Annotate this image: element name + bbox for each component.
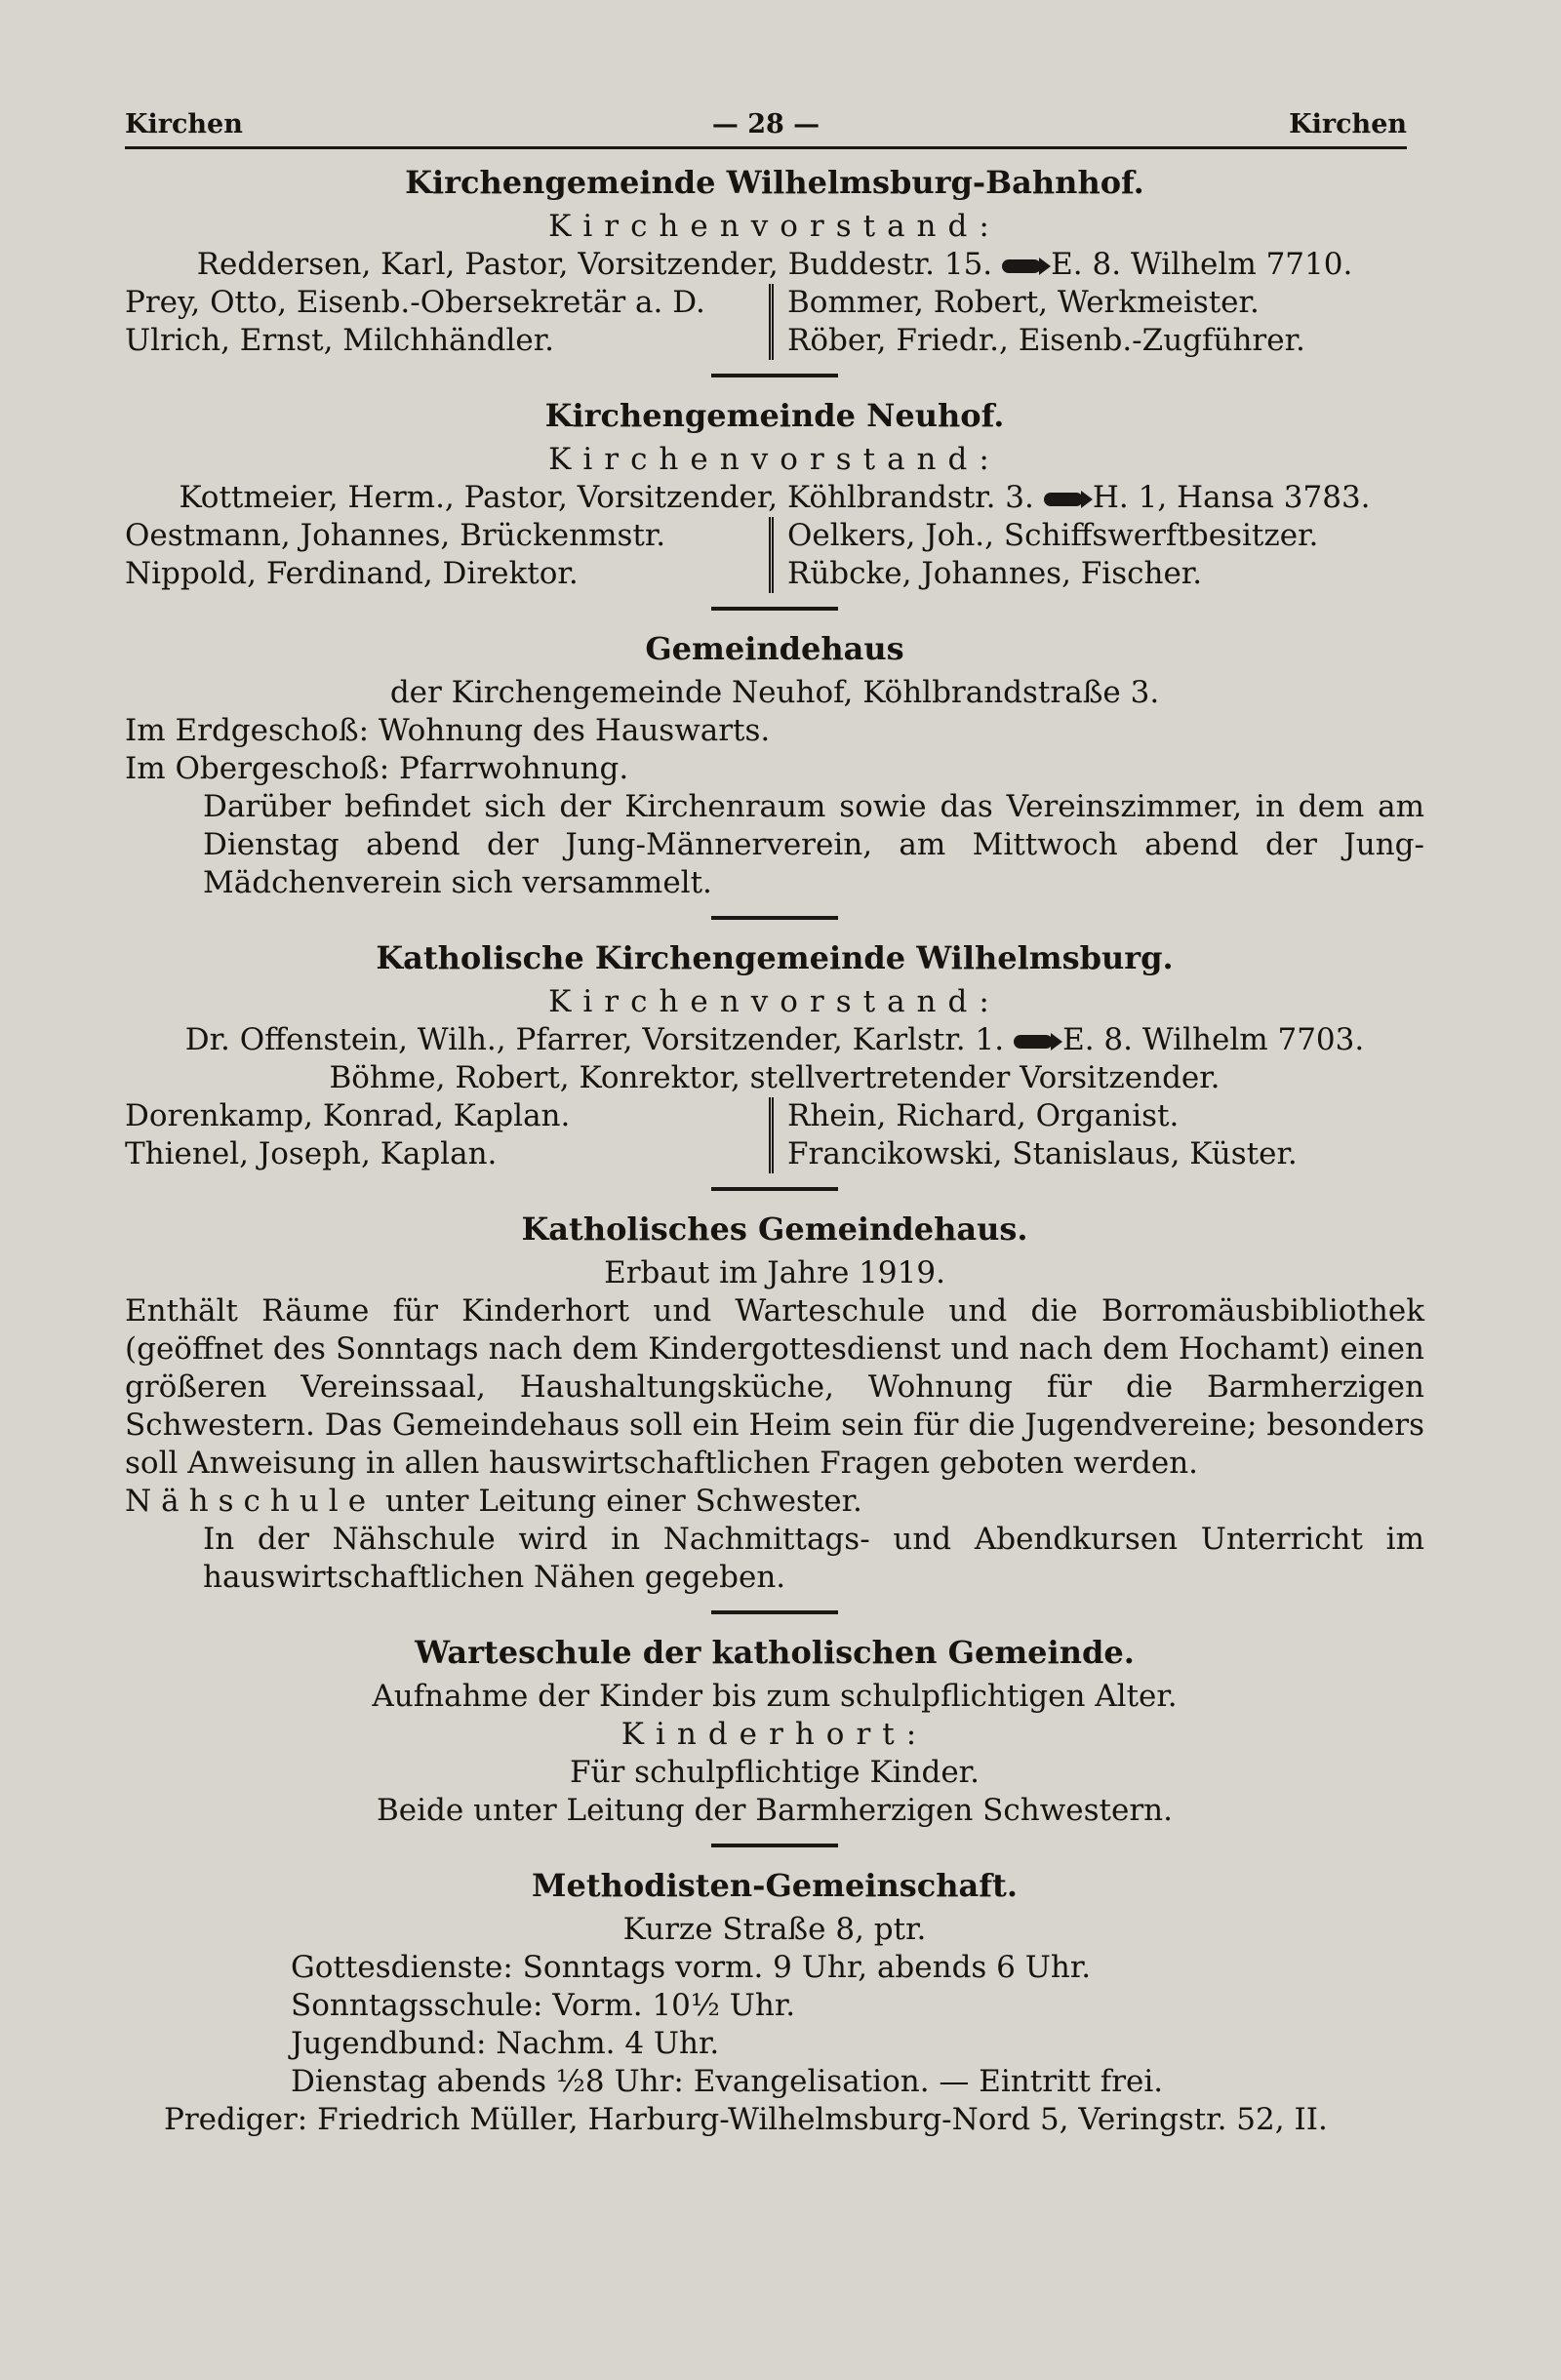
header-left: Kirchen <box>125 109 243 139</box>
telephone-icon <box>1002 259 1041 273</box>
section-title: Kirchengemeinde Neuhof. <box>544 397 1005 434</box>
text-line: Im Obergeschoß: Pfarrwohnung. <box>125 751 629 786</box>
telephone-icon <box>1014 1035 1053 1049</box>
page-content <box>125 156 1424 2139</box>
header-rule <box>125 146 1407 149</box>
lead-line-2: Böhme, Robert, Konrektor, stellvertretender Vorsitzender. <box>329 1060 1221 1095</box>
text-line <box>125 1483 1424 1521</box>
member-columns <box>125 517 1424 593</box>
header-right: Kirchen <box>1289 109 1407 139</box>
text-line: Im Erdgeschoß: Wohnung des Hauswarts. <box>125 713 771 748</box>
lead-line <box>125 1021 1424 1059</box>
member-entry: Prey, Otto, Eisenb.-Obersekretär a. D. <box>125 285 705 320</box>
lead-text: Dr. Offenstein, Wilh., Pfarrer, Vorsitzender, Karlstr. 1. <box>184 1022 1005 1057</box>
section-title: Warteschule der katholischen Gemeinde. <box>415 1634 1135 1671</box>
paragraph: Darüber befindet sich der Kirchenraum sowie das Vereinszimmer, in dem am Dienstag abend der Jung-Männerverein, am Mittwoch abend der Jung-Mädchenverein sich versammelt. <box>203 789 1424 900</box>
member-entry: Dorenkamp, Konrad, Kaplan. <box>125 1098 571 1133</box>
lead-text: Reddersen, Karl, Pastor, Vorsitzender, Buddestr. 15. <box>196 247 993 282</box>
preacher-line: Prediger: Friedrich Müller, Harburg-Wilhelmsburg-Nord 5, Veringstr. 52, II. <box>164 2102 1328 2137</box>
section-divider <box>711 1844 838 1847</box>
text-line: Beide unter Leitung der Barmherzigen Schwestern. <box>377 1793 1173 1828</box>
member-entry: Francikowski, Stanislaus, Küster. <box>787 1136 1298 1171</box>
emphasized-term: Nähschule <box>125 1484 377 1519</box>
right-column <box>769 517 1318 593</box>
section-divider <box>711 916 838 920</box>
paragraph: Enthält Räume für Kinderhort und Warteschule und die Borromäusbibliothek (geöffnet des Sonntags nach dem Kindergottesdienst und nach dem Hochamt) einen größeren Vereinssaal, Haushaltungsküche, Wohnung für die Barmherzigen Schwestern. Das Gemeindehaus soll ein Heim sein für die Jugendvereine; besonders soll Anweisung in allen hauswirtschaftlichen Fragen geboten werden. <box>125 1293 1424 1481</box>
lead-text: Kottmeier, Herm., Pastor, Vorsitzender, Köhlbrandstr. 3. <box>179 480 1034 515</box>
schedule-block <box>125 1949 1424 2101</box>
phone-number: E. 8. Wilhelm 7710. <box>1051 247 1353 282</box>
schedule-line: Sonntagsschule: Vorm. 10½ Uhr. <box>291 1988 796 2023</box>
member-entry: Rübcke, Johannes, Fischer. <box>787 556 1203 591</box>
text-line: Für schulpflichtige Kinder. <box>570 1755 980 1790</box>
section-divider <box>711 1610 838 1614</box>
section-divider <box>711 607 838 611</box>
member-entry: Ulrich, Ernst, Milchhändler. <box>125 323 554 358</box>
member-entry: Oestmann, Johannes, Brückenmstr. <box>125 518 666 553</box>
section-subtitle: Kinderhort: <box>620 1717 929 1752</box>
page-number: — 28 — <box>711 109 821 139</box>
section-subtitle: Kirchenvorstand: <box>548 984 1001 1019</box>
member-entry: Thienel, Joseph, Kaplan. <box>125 1136 498 1171</box>
schedule-line: Jugendbund: Nachm. 4 Uhr. <box>291 2026 720 2061</box>
member-entry: Oelkers, Joh., Schiffswerftbesitzer. <box>787 518 1319 553</box>
section-title: Katholisches Gemeindehaus. <box>521 1210 1028 1248</box>
right-column <box>769 284 1305 360</box>
page-header <box>125 101 1407 144</box>
member-entry: Rhein, Richard, Organist. <box>787 1098 1180 1133</box>
phone-number: H. 1, Hansa 3783. <box>1092 480 1371 515</box>
left-column <box>125 1097 749 1173</box>
left-column <box>125 284 749 360</box>
section-subtitle: Kirchenvorstand: <box>548 209 1001 244</box>
line-rest: unter Leitung einer Schwester. <box>384 1484 862 1519</box>
section-subtitle: Kurze Straße 8, ptr. <box>622 1912 927 1947</box>
section-divider <box>711 1187 838 1191</box>
phone-number: E. 8. Wilhelm 7703. <box>1062 1022 1365 1057</box>
section-subtitle: Erbaut im Jahre 1919. <box>604 1255 945 1290</box>
section-title: Gemeindehaus <box>645 630 904 667</box>
section-title: Katholische Kirchengemeinde Wilhelmsburg. <box>376 939 1174 976</box>
section-subtitle: Kirchenvorstand: <box>548 442 1001 477</box>
member-columns <box>125 1097 1424 1173</box>
lead-line <box>125 246 1424 284</box>
text-line: Aufnahme der Kinder bis zum schulpflichtigen Alter. <box>372 1679 1178 1714</box>
section-title: Methodisten-Gemeinschaft. <box>532 1867 1018 1904</box>
schedule-line: Gottesdienste: Sonntags vorm. 9 Uhr, abends 6 Uhr. <box>291 1950 1092 1985</box>
member-columns <box>125 284 1424 360</box>
section-subtitle: der Kirchengemeinde Neuhof, Köhlbrandstraße 3. <box>389 675 1160 710</box>
member-entry: Bommer, Robert, Werkmeister. <box>787 285 1260 320</box>
schedule-line: Dienstag abends ½8 Uhr: Evangelisation. — Eintritt frei. <box>291 2064 1164 2099</box>
paragraph: In der Nähschule wird in Nachmittags- und Abendkursen Unterricht im hauswirtschaftlichen Nähen gegeben. <box>203 1522 1424 1595</box>
section-title: Kirchengemeinde Wilhelmsburg-Bahnhof. <box>405 164 1144 201</box>
telephone-icon <box>1044 493 1083 506</box>
member-entry: Röber, Friedr., Eisenb.-Zugführer. <box>787 323 1305 358</box>
lead-line <box>125 479 1424 517</box>
left-column <box>125 517 749 593</box>
right-column <box>769 1097 1298 1173</box>
section-divider <box>711 374 838 377</box>
member-entry: Nippold, Ferdinand, Direktor. <box>125 556 579 591</box>
